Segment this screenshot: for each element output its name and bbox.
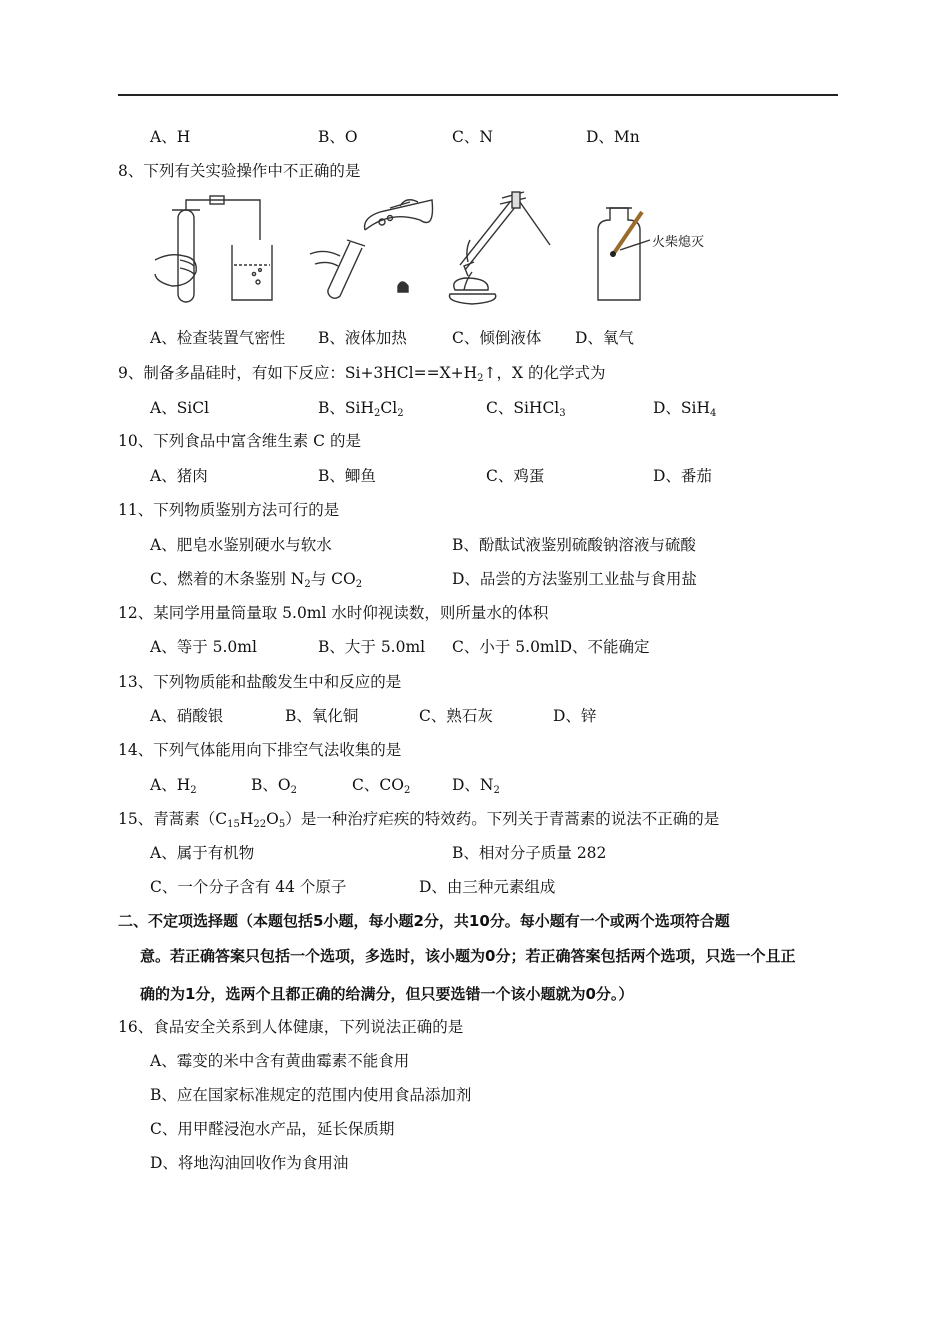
q9-option-a: A、SiCl [150, 399, 210, 417]
q16-option-a: A、霉变的米中含有黄曲霉素不能食用 [150, 1052, 410, 1070]
q8-stem: 8、下列有关实验操作中不正确的是 [118, 162, 361, 180]
q15-option-c: C、一个分子含有 44 个原子 [150, 878, 347, 896]
q11-option-b: B、酚酞试液鉴别硫酸钠溶液与硫酸 [452, 536, 696, 554]
q13-stem: 13、下列物质能和盐酸发生中和反应的是 [118, 673, 402, 691]
airtightness-check-illustration [155, 196, 272, 302]
q15-option-a: A、属于有机物 [150, 844, 255, 862]
q11-stem: 11、下列物质鉴别方法可行的是 [118, 501, 340, 519]
liquid-heating-illustration [310, 200, 433, 298]
q11-option-a: A、肥皂水鉴别硬水与软水 [150, 536, 332, 554]
header-rule [118, 94, 838, 96]
q10-option-b: B、鲫鱼 [318, 467, 376, 485]
q11-option-c: C、燃着的木条鉴别 $N_2$与 $CO_2$ [150, 570, 363, 590]
gas-bottle-match-illustration [598, 208, 650, 300]
q16-option-d: D、将地沟油回收作为食用油 [150, 1154, 349, 1172]
q13-option-b: B、氧化铜 [285, 707, 359, 725]
q8-option-d: D、氧气 [575, 329, 634, 347]
q7-option-d: D、Mn [586, 128, 640, 146]
q16-option-c: C、用甲醛浸泡水产品，延长保质期 [150, 1120, 395, 1138]
q14-option-a: A、$H_2$ [150, 776, 197, 796]
q9-option-d: D、SiH$_4$ [653, 399, 717, 419]
pouring-liquid-illustration [449, 192, 550, 304]
q14-option-b: B、$O_2$ [251, 776, 297, 796]
q10-option-c: C、鸡蛋 [486, 467, 545, 485]
q13-option-d: D、锌 [553, 707, 597, 725]
q12-option-b: B、大于 5.0ml [318, 638, 426, 656]
q14-option-c: C、$CO_2$ [352, 776, 411, 796]
q10-option-d: D、番茄 [653, 467, 712, 485]
q11-option-d: D、品尝的方法鉴别工业盐与食用盐 [452, 570, 697, 588]
q14-stem: 14、下列气体能用向下排空气法收集的是 [118, 741, 402, 759]
q12-option-a: A、等于 5.0ml [150, 638, 257, 656]
q9-option-b: B、$SiH_2Cl_2$ [318, 399, 404, 419]
q7-option-a: A、H [150, 128, 191, 146]
q9-stem: 9、制备多晶硅时，有如下反应：$Si+3HCl==X+H_2↑$，X 的化学式为 [118, 364, 606, 384]
q12-option-cd: C、小于 5.0mlD、不能确定 [452, 638, 650, 656]
q7-option-b: B、O [318, 128, 358, 146]
q16-stem: 16、食品安全关系到人体健康，下列说法正确的是 [118, 1018, 464, 1036]
q14-option-d: D、$N_2$ [452, 776, 500, 796]
section2-heading-line1: 二、不定项选择题（本题包括5小题，每小题2分，共10分。每小题有一个或两个选项符合题 [118, 912, 730, 930]
q8-option-c: C、倾倒液体 [452, 329, 542, 347]
q16-option-b: B、应在国家标准规定的范围内使用食品添加剂 [150, 1086, 472, 1104]
section2-heading-line3: 确的为1分，选两个且都正确的给满分，但只要选错一个该小题就为0分。） [140, 985, 634, 1003]
q10-option-a: A、猪肉 [150, 467, 208, 485]
q7-option-c: C、N [452, 128, 493, 146]
q12-stem: 12、某同学用量筒量取 5.0ml 水时仰视读数，则所量水的体积 [118, 604, 549, 622]
q8-experiment-figure [150, 190, 710, 310]
q8-option-b: B、液体加热 [318, 329, 407, 347]
q15-stem: 15、青蒿素$(C_{15}H_{22}O_5)$是一种治疗疟疾的特效药。下列关于青蒿素的说法不正确的是 [118, 810, 720, 830]
q15-option-b: B、相对分子质量 282 [452, 844, 607, 862]
q9-option-c: C、SiHCl$_3$ [486, 399, 566, 419]
q13-option-a: A、硝酸银 [150, 707, 224, 725]
match-label: 火柴熄灭 [652, 235, 705, 250]
section2-heading-line2: 意。若正确答案只包括一个选项，多选时，该小题为0分；若正确答案包括两个选项，只选一个且正 [140, 947, 796, 965]
q15-option-d: D、由三种元素组成 [419, 878, 556, 896]
q13-option-c: C、熟石灰 [419, 707, 493, 725]
q8-option-a: A、检查装置气密性 [150, 329, 286, 347]
q10-stem: 10、下列食品中富含维生素 C 的是 [118, 432, 361, 450]
